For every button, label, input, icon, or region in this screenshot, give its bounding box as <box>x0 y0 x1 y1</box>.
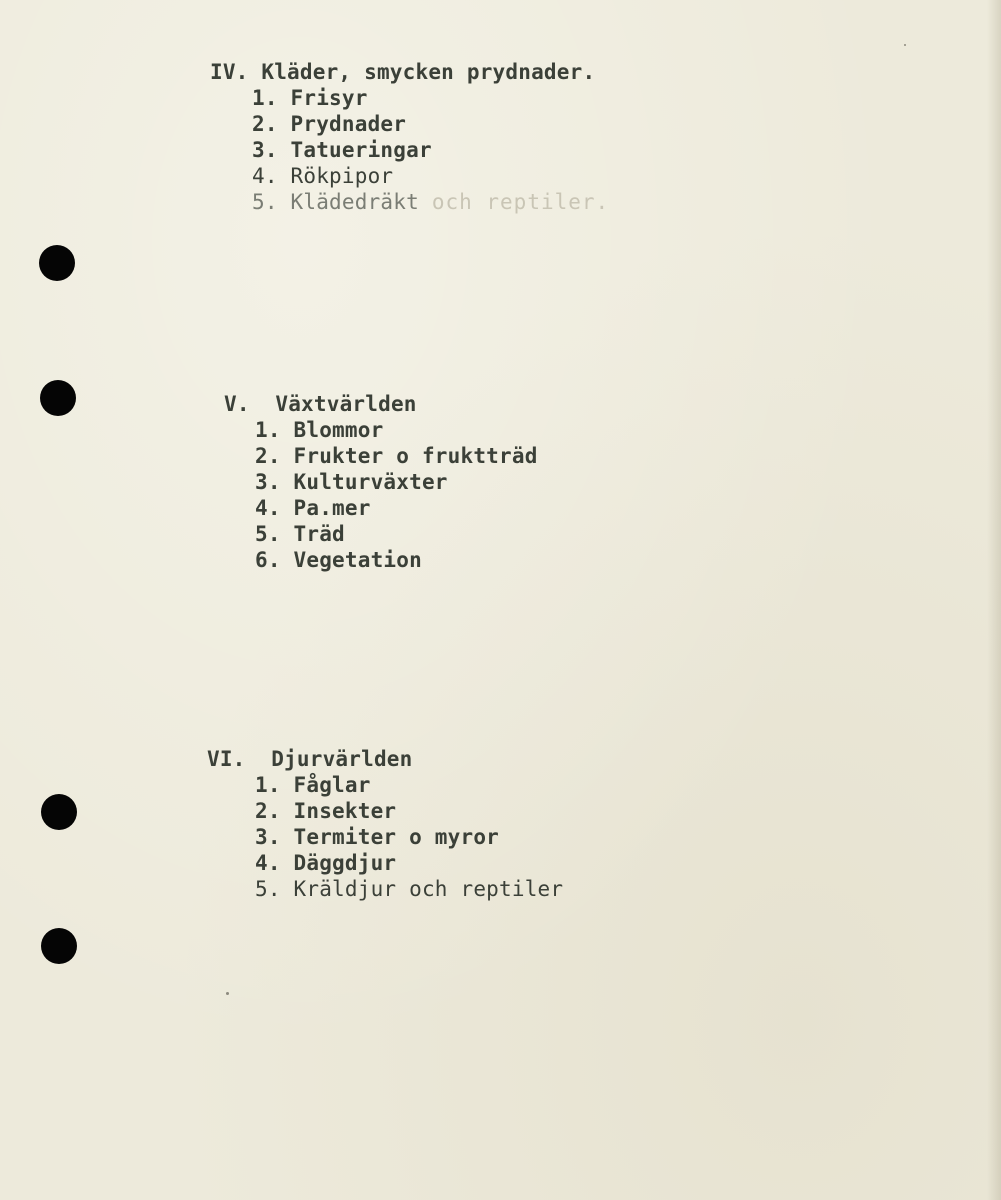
punch-hole-2 <box>40 380 76 416</box>
list-item: 1. Frisyr <box>252 86 368 110</box>
section-heading-iv: IV. Kläder, smycken prydnader. <box>210 60 596 84</box>
faded-item-text: 5. Klädedräkt <box>252 190 419 214</box>
section-iv <box>210 59 609 215</box>
list-item: 5. Träd <box>255 522 345 546</box>
list-item: 3. Termiter o myror <box>255 825 500 849</box>
list-item: 2. Prydnader <box>252 112 407 136</box>
list-item: 1. Fåglar <box>255 773 371 797</box>
section-v-list <box>224 417 538 573</box>
section-v <box>224 391 538 573</box>
list-item: 5. Kräldjur och reptiler <box>255 877 564 901</box>
list-item: 4. Pa.mer <box>255 496 371 520</box>
punch-hole-1 <box>39 245 75 281</box>
section-heading-v: V. Växtvärlden <box>224 392 417 416</box>
list-item: 2. Frukter o fruktträd <box>255 444 538 468</box>
list-item: 3. Tatueringar <box>252 138 432 162</box>
page-edge-shadow <box>987 0 1001 1200</box>
section-heading-vi: VI. Djurvärlden <box>207 747 413 771</box>
list-item: 4. Däggdjur <box>255 851 397 875</box>
list-item: 2. Insekter <box>255 799 397 823</box>
section-iv-list <box>210 85 609 215</box>
list-item-faded <box>252 189 609 215</box>
list-item: 6. Vegetation <box>255 548 422 572</box>
paper-speck <box>226 992 229 995</box>
paper-speck <box>904 44 906 46</box>
list-item: 3. Kulturväxter <box>255 470 448 494</box>
section-vi <box>207 746 563 902</box>
punch-hole-4 <box>41 928 77 964</box>
list-item: 4. Rökpipor <box>252 164 394 188</box>
ghost-text: och reptiler. <box>431 190 610 214</box>
list-item: 1. Blommor <box>255 418 384 442</box>
punch-hole-3 <box>41 794 77 830</box>
section-vi-list <box>207 772 563 902</box>
